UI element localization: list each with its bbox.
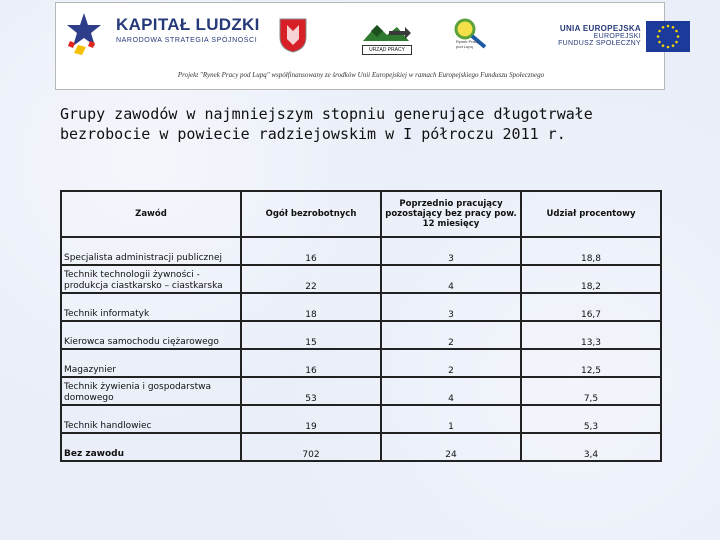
header-banner — [55, 2, 665, 90]
cell-job: Bez zawodu — [61, 433, 241, 461]
cell-long-term: 4 — [381, 377, 521, 405]
cell-total: 18 — [241, 293, 381, 321]
cell-long-term: 1 — [381, 405, 521, 433]
unemployment-table — [60, 190, 662, 462]
regional-crest-icon — [278, 17, 308, 53]
cell-long-term: 2 — [381, 321, 521, 349]
cell-long-term: 3 — [381, 237, 521, 265]
cell-job: Technik handlowiec — [61, 405, 241, 433]
eu-line3: FUNDUSZ SPOŁECZNY — [558, 40, 641, 47]
cell-long-term: 3 — [381, 293, 521, 321]
header-total: Ogół bezrobotnych — [241, 191, 381, 237]
table-row — [61, 265, 661, 293]
cell-job: Technik żywienia i gospodarstwa domowego — [61, 377, 241, 405]
header-long-term: Poprzednio pracujący pozostający bez pracy pow. 12 miesięcy — [381, 191, 521, 237]
cell-long-term: 24 — [381, 433, 521, 461]
cell-total: 702 — [241, 433, 381, 461]
project-funding-line: Projekt "Rynek Pracy pod Lupą" współfinansowany ze środków Unii Europejskiej w ramach Europejskiego Funduszu Społecznego — [177, 71, 545, 79]
header-job: Zawód — [61, 191, 241, 237]
cell-total: 16 — [241, 237, 381, 265]
cell-share: 3,4 — [521, 433, 661, 461]
cell-share: 12,5 — [521, 349, 661, 377]
urzad-pracy-label: URZĄD PRACY — [362, 45, 412, 55]
table-row — [61, 377, 661, 405]
table-row — [61, 321, 661, 349]
cell-job: Technik technologii żywności - produkcja ciastkarsko – ciastkarska — [61, 265, 241, 293]
table-header-row — [61, 191, 661, 237]
cell-total: 19 — [241, 405, 381, 433]
header-share: Udział procentowy — [521, 191, 661, 237]
cell-share: 5,3 — [521, 405, 661, 433]
cell-share: 16,7 — [521, 293, 661, 321]
logo-name: KAPITAŁ LUDZKI — [116, 15, 260, 34]
cell-job: Technik informatyk — [61, 293, 241, 321]
eu-line1: UNIA EUROPEJSKA — [559, 24, 641, 33]
page-title: Grupy zawodów w najmniejszym stopniu generujące długotrwałe bezrobocie w powiecie radziejowskim w I półroczu 2011 r. — [60, 105, 593, 143]
cell-total: 15 — [241, 321, 381, 349]
cell-job: Kierowca samochodu ciężarowego — [61, 321, 241, 349]
cell-long-term: 4 — [381, 265, 521, 293]
table-row — [61, 433, 661, 461]
cell-share: 13,3 — [521, 321, 661, 349]
cell-total: 22 — [241, 265, 381, 293]
cell-long-term: 2 — [381, 349, 521, 377]
kapital-ludzki-logo-icon — [64, 11, 104, 57]
table-row — [61, 405, 661, 433]
eu-text — [501, 24, 641, 47]
cell-share: 18,2 — [521, 265, 661, 293]
eu-flag-icon — [646, 21, 690, 52]
cell-job: Magazynier — [61, 349, 241, 377]
eu-line2: EUROPEJSKI — [593, 33, 641, 40]
cell-share: 18,8 — [521, 237, 661, 265]
table-row — [61, 293, 661, 321]
cell-total: 53 — [241, 377, 381, 405]
cell-total: 16 — [241, 349, 381, 377]
magnifier-logo-icon — [451, 17, 491, 55]
cell-share: 7,5 — [521, 377, 661, 405]
table-row — [61, 237, 661, 265]
logo-subtitle: NARODOWA STRATEGIA SPÓJNOŚCI — [116, 37, 258, 44]
table-row — [61, 349, 661, 377]
rynek-pracy-label: Rynek Pracy pod Lupą — [456, 39, 479, 49]
cell-job: Specjalista administracji publicznej — [61, 237, 241, 265]
